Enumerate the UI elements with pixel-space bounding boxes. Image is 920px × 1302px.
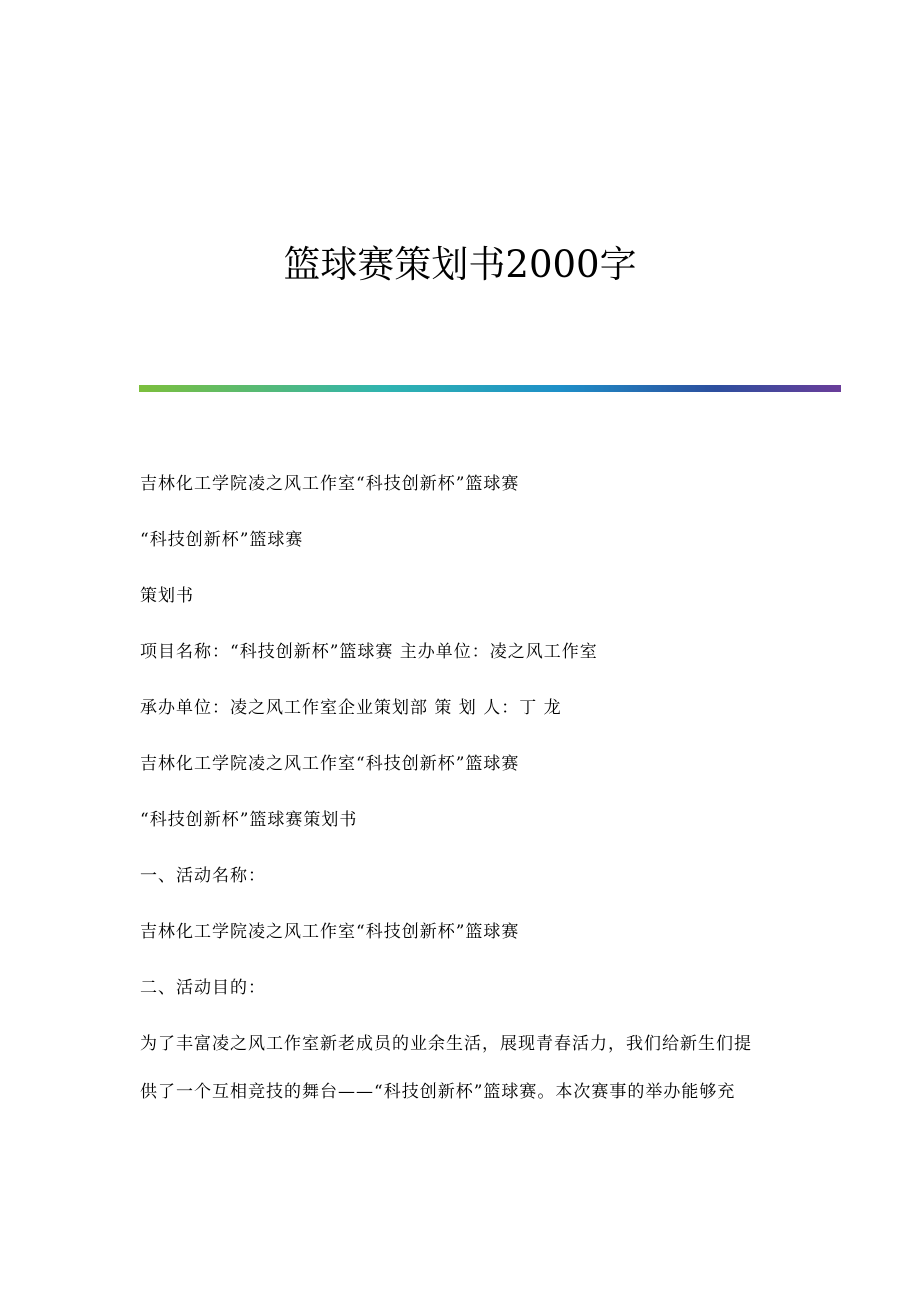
body-line-9: 吉林化工学院凌之风工作室“科技创新杯”篮球赛 — [140, 922, 520, 942]
body-line-1: 吉林化工学院凌之风工作室“科技创新杯”篮球赛 — [140, 474, 520, 494]
paragraph-line-1: 为了丰富凌之风工作室新老成员的业余生活，展现青春活力，我们给新生们提 — [140, 1034, 752, 1054]
document-title: 篮球赛策划书2000字 — [283, 242, 637, 286]
section-heading-2: 二、活动目的： — [140, 978, 266, 998]
paragraph-line-2: 供了一个互相竞技的舞台——“科技创新杯”篮球赛。本次赛事的举办能够充 — [140, 1082, 736, 1102]
body-line-5: 承办单位：凌之风工作室企业策划部 策 划 人：丁 龙 — [140, 698, 562, 718]
section-heading-1: 一、活动名称： — [140, 866, 266, 886]
body-line-2: “科技创新杯”篮球赛 — [140, 530, 304, 550]
body-line-7: “科技创新杯”篮球赛策划书 — [140, 810, 358, 830]
gradient-divider — [139, 385, 841, 392]
body-line-3: 策划书 — [140, 586, 194, 606]
body-line-4: 项目名称：“科技创新杯”篮球赛 主办单位：凌之风工作室 — [140, 642, 598, 662]
body-line-6: 吉林化工学院凌之风工作室“科技创新杯”篮球赛 — [140, 754, 520, 774]
